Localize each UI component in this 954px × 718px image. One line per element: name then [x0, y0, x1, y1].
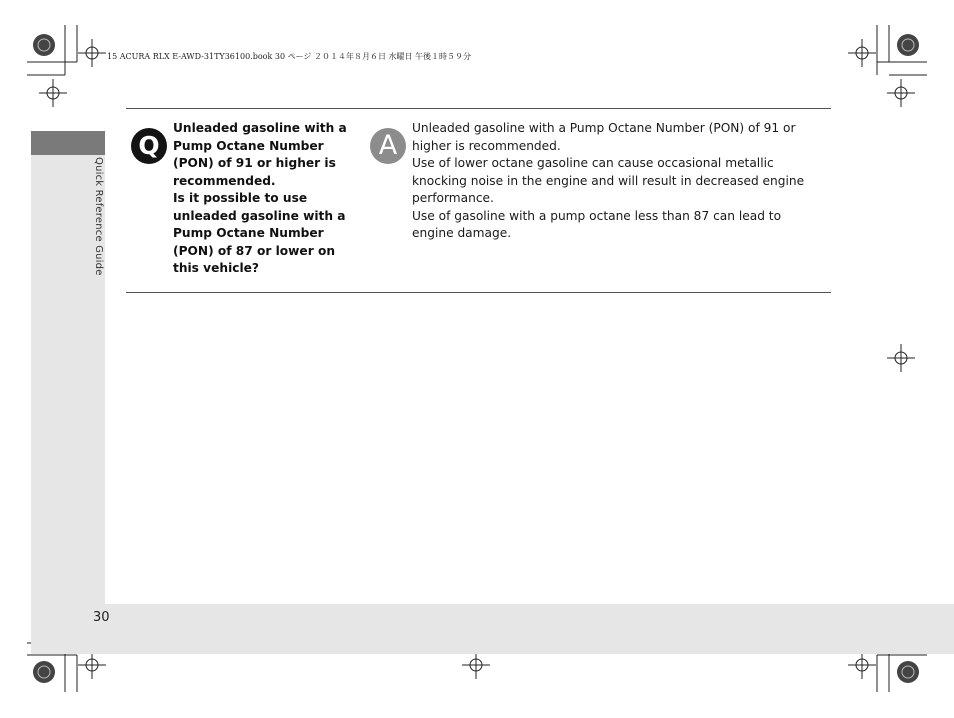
sidebar-section-tab	[31, 131, 105, 155]
answer-text	[412, 120, 822, 243]
page-number: 30	[93, 610, 110, 625]
answer-line: Unleaded gasoline with a Pump Octane Number (PON) of 91 or higher is recommended.	[412, 121, 796, 153]
bottom-rule	[126, 292, 831, 293]
print-info-header: 15 ACURA RLX E-AWD-31TY36100.book 30 ページ ２０１４年８月６日 水曜日 午後１時５９分	[107, 52, 472, 61]
question-badge-icon: Q	[131, 128, 167, 164]
question-line: Is it possible to use unleaded gasoline with a Pump Octane Number (PON) of 87 or lower on this vehicle?	[173, 191, 346, 275]
top-rule	[126, 108, 831, 109]
question-line: Unleaded gasoline with a Pump Octane Number (PON) of 91 or higher is recommended.	[173, 121, 347, 188]
footer-band	[31, 604, 954, 654]
answer-line: Use of lower octane gasoline can cause occasional metallic knocking noise in the engine and will result in decreased engine performance.	[412, 156, 805, 205]
section-label: Quick Reference Guide	[93, 157, 104, 276]
answer-badge-icon: A	[370, 128, 406, 164]
answer-line: Use of gasoline with a pump octane less than 87 can lead to engine damage.	[412, 208, 782, 240]
question-text	[173, 120, 348, 278]
